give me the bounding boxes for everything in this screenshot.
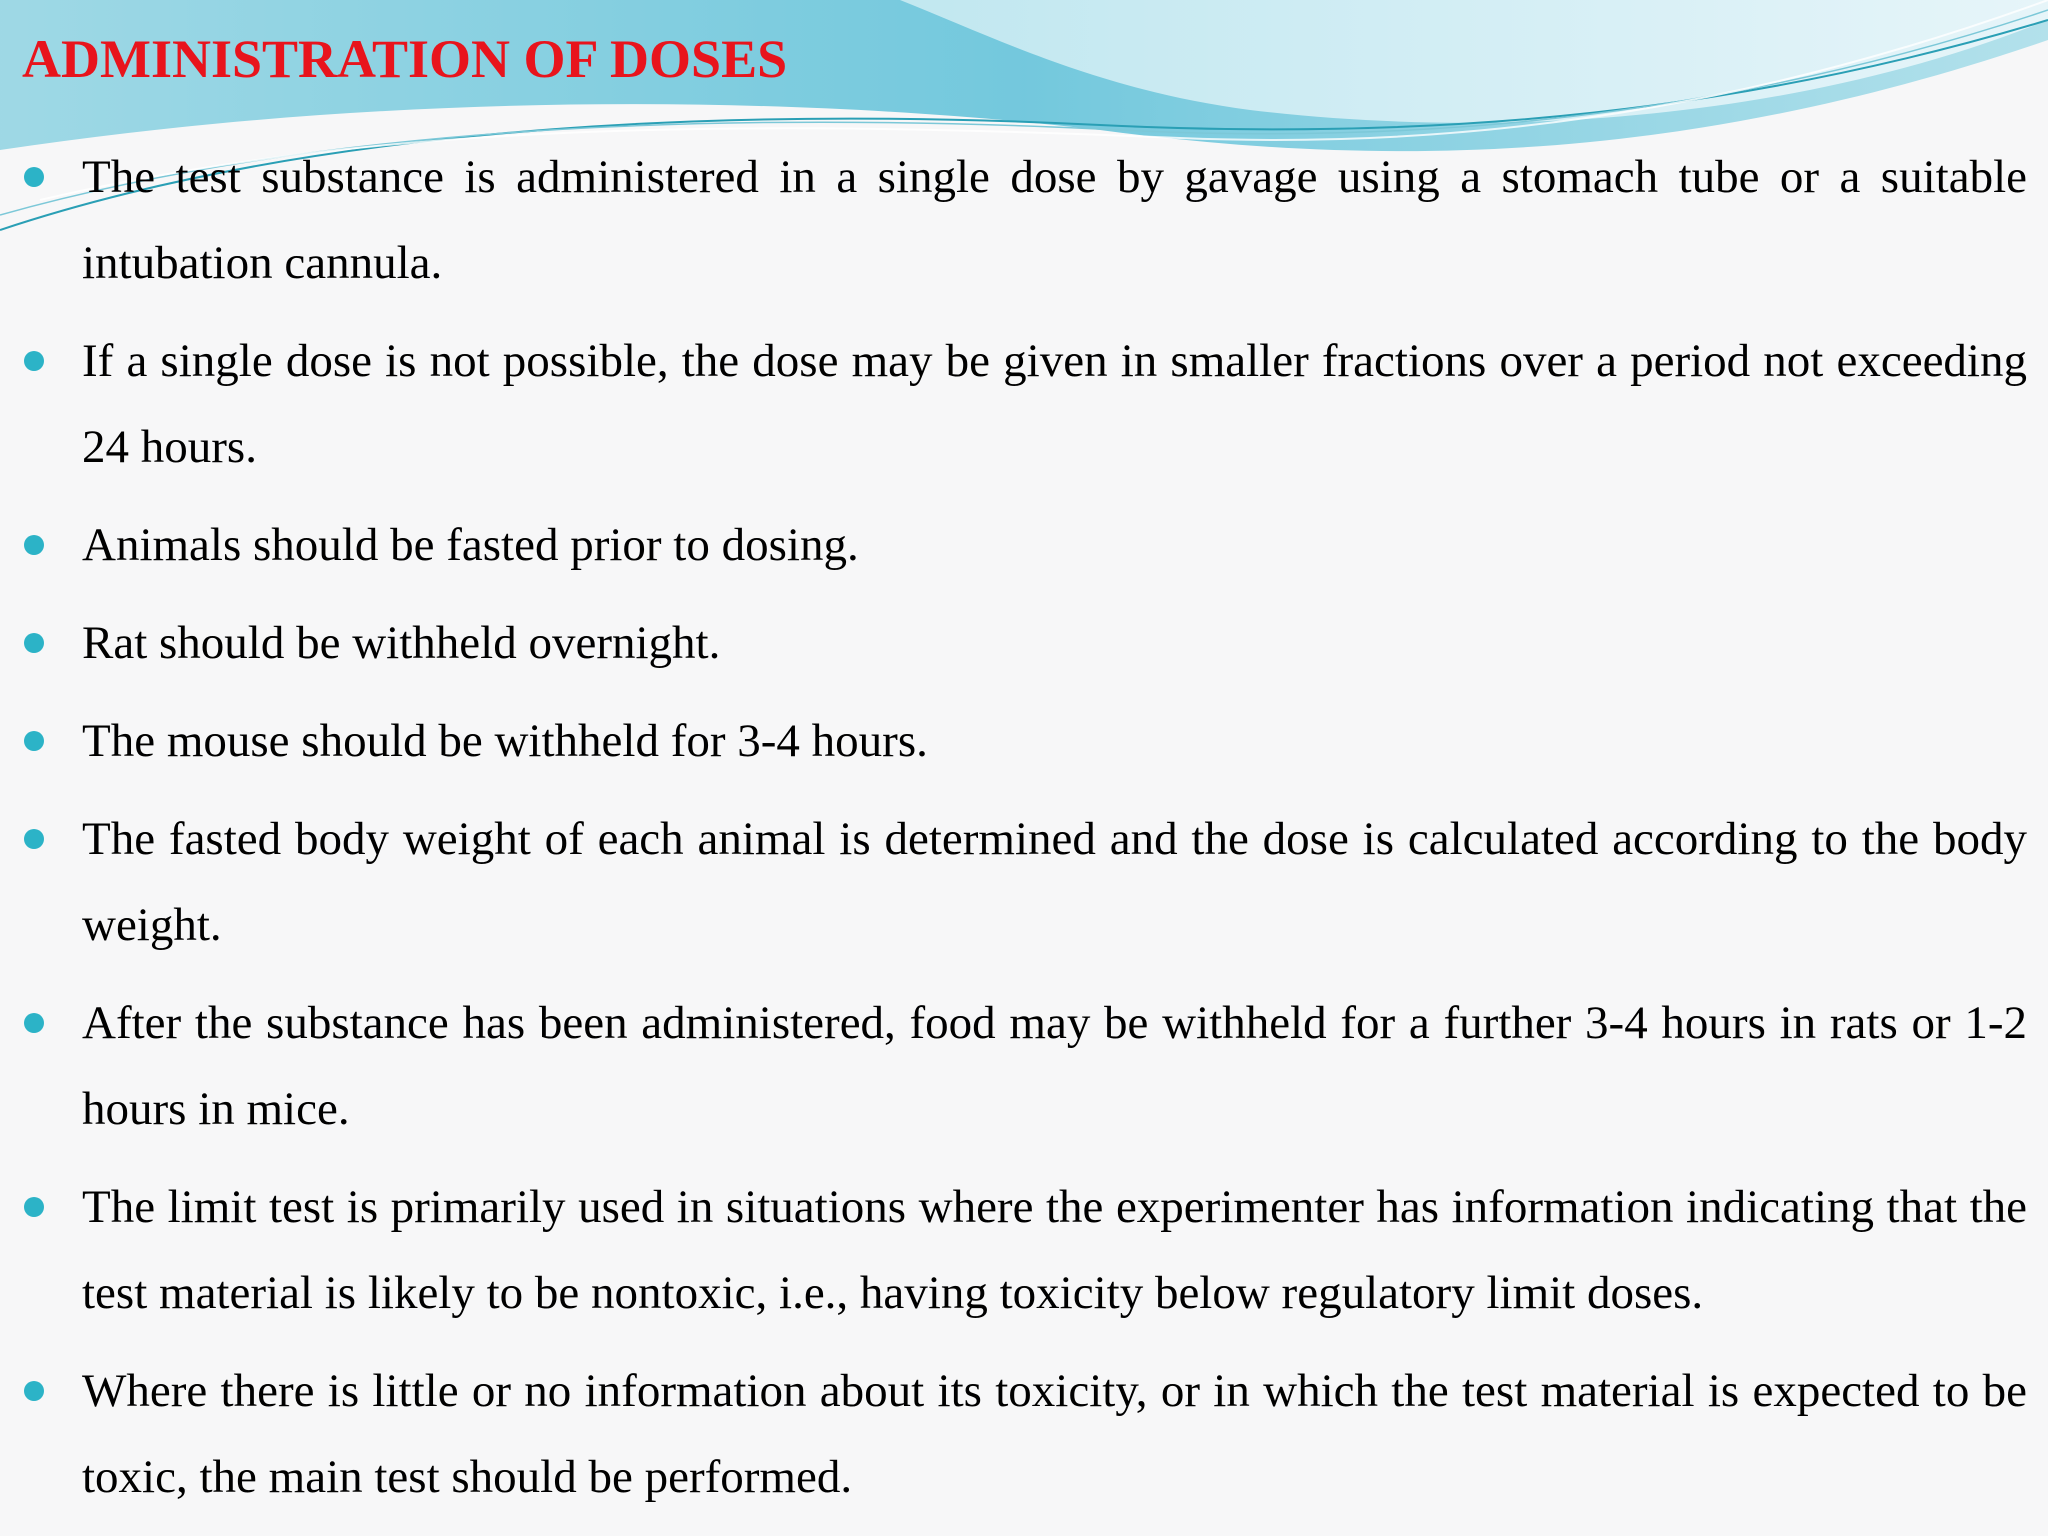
bullet-text: The limit test is primarily used in situations where the experimenter has information indicating that the test material is likely to be nontoxic, i.e., having toxicity below regulatory limit doses. (82, 1181, 2027, 1319)
bullet-text: If a single dose is not possible, the dose may be given in smaller fractions over a period not exceeding 24 hours. (82, 335, 2027, 473)
bullet-text: Where there is little or no information about its toxicity, or in which the test material is expected to be toxic, the main test should be performed. (82, 1365, 2027, 1503)
bullet-text: The test substance is administered in a single dose by gavage using a stomach tube or a suitable intubation cannula. (82, 151, 2027, 289)
bullet-text: After the substance has been administered, food may be withheld for a further 3-4 hours in rats or 1-2 hours in mice. (82, 997, 2027, 1135)
list-item (0, 318, 2048, 490)
list-item (0, 600, 2048, 686)
bullet-list (0, 134, 2048, 1532)
bullet-icon (24, 351, 44, 371)
bullet-icon (24, 535, 44, 555)
bullet-text: The mouse should be withheld for 3-4 hours. (82, 715, 928, 767)
list-item (0, 502, 2048, 588)
slide-title: ADMINISTRATION OF DOSES (22, 29, 788, 89)
bullet-icon (24, 1197, 44, 1217)
bullet-text: The fasted body weight of each animal is determined and the dose is calculated according to the body weight. (82, 813, 2027, 951)
bullet-icon (24, 633, 44, 653)
list-item (0, 134, 2048, 306)
list-item (0, 1348, 2048, 1520)
bullet-text: Rat should be withheld overnight. (82, 617, 721, 669)
bullet-icon (24, 829, 44, 849)
bullet-icon (24, 1381, 44, 1401)
list-item (0, 1164, 2048, 1336)
list-item (0, 698, 2048, 784)
bullet-icon (24, 167, 44, 187)
list-item (0, 796, 2048, 968)
bullet-icon (24, 1013, 44, 1033)
bullet-icon (24, 731, 44, 751)
bullet-text: Animals should be fasted prior to dosing. (82, 519, 859, 571)
list-item (0, 980, 2048, 1152)
